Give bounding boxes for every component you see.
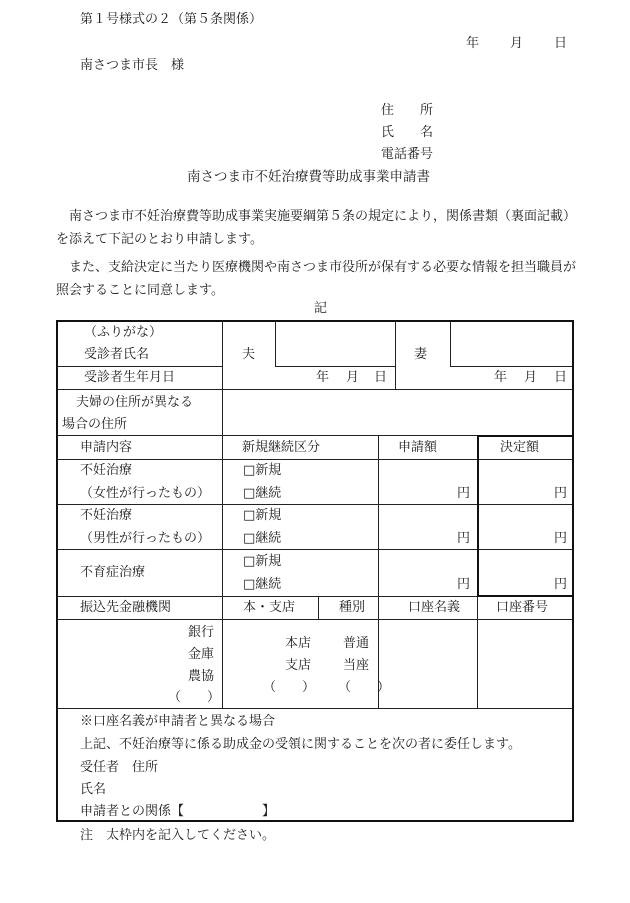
table-border-left	[56, 320, 58, 822]
bank-paren: （ ）	[168, 690, 221, 705]
document-title: 南さつま市不妊治療費等助成事業申請書	[187, 169, 430, 185]
treatment-1-continue-checkbox[interactable]: □継続	[243, 486, 282, 501]
treatment-3-requested-yen: 円	[457, 577, 471, 592]
rule	[58, 619, 572, 620]
type-savings: 普通	[343, 636, 370, 651]
col-content-header: 申請内容	[80, 440, 133, 455]
rule	[318, 596, 319, 619]
rule	[58, 389, 572, 390]
rule	[275, 366, 395, 367]
col-decided-header: 決定額	[500, 440, 540, 455]
rule	[58, 459, 478, 460]
rule	[395, 322, 396, 389]
table-border-right	[572, 320, 574, 822]
col-category-header: 新規継続区分	[242, 440, 321, 455]
rule	[58, 708, 572, 709]
intro-paragraph-1: 南さつま市不妊治療費等助成事業実施要綱第５条の規定により，関係書類（裏面記載）を添えて下記のとおり申請します。	[56, 209, 577, 247]
branch-header: 本・支店	[243, 600, 296, 615]
furigana-label: （ふりがな）	[84, 325, 163, 340]
branch-sub: 支店	[285, 658, 312, 673]
footer-note: 注 太枠内を記入してください。	[80, 828, 276, 843]
treatment-1-line1: 不妊治療	[80, 463, 133, 478]
treatment-3-decided-yen: 円	[554, 577, 568, 592]
delegate-relation-label: 申請者との関係【 】	[80, 804, 276, 819]
rule	[450, 366, 572, 367]
rule	[58, 549, 478, 550]
address-diff-label-line2: 場合の住所	[62, 417, 128, 432]
bank-type-bank: 銀行	[188, 625, 215, 640]
delegation-note-text: 上記、不妊治療等に係る助成金の受領に関することを次の者に委任します。	[80, 737, 521, 752]
treatment-2-line1: 不妊治療	[80, 508, 133, 523]
branch-paren: （ ）	[263, 680, 316, 695]
rule	[378, 435, 379, 708]
husband-birth-year: 年	[316, 370, 330, 385]
rule	[479, 504, 572, 505]
delegation-note-title: ※口座名義が申請者と異なる場合	[80, 714, 276, 729]
treatment-3-line1: 不育症治療	[80, 565, 146, 580]
rule	[479, 459, 572, 460]
treatment-1-line2: （女性が行ったもの）	[80, 486, 211, 501]
rule	[450, 322, 451, 367]
treatment-2-continue-checkbox[interactable]: □継続	[243, 531, 282, 546]
ki-label: 記	[314, 301, 328, 316]
treatment-1-new-checkbox[interactable]: □新規	[243, 463, 282, 478]
col-amount-header: 申請額	[398, 440, 438, 455]
husband-label: 夫	[242, 347, 256, 362]
date-month-label: 月	[510, 36, 524, 51]
treatment-2-requested-yen: 円	[457, 531, 471, 546]
delegate-address-label: 受任者 住所	[80, 760, 159, 775]
husband-birth-day: 日	[374, 370, 388, 385]
address-diff-label-line1: 夫婦の住所が異なる	[76, 395, 194, 410]
bank-header: 振込先金融機関	[80, 600, 172, 615]
treatment-1-requested-yen: 円	[457, 486, 471, 501]
type-paren: （ ）	[338, 680, 391, 695]
type-checking: 当座	[343, 658, 370, 673]
wife-label: 妻	[414, 347, 428, 362]
account-holder-header: 口座名義	[408, 600, 461, 615]
decided-box-bottom	[478, 595, 574, 597]
wife-birth-month: 月	[524, 370, 538, 385]
wife-birth-day: 日	[554, 370, 568, 385]
patient-name-label: 受診者氏名	[84, 347, 150, 362]
treatment-3-continue-checkbox[interactable]: □継続	[243, 577, 282, 592]
bank-type-shinkin: 金庫	[188, 647, 215, 662]
rule	[58, 366, 222, 367]
account-number-header: 口座番号	[496, 600, 549, 615]
rule	[222, 322, 223, 708]
treatment-2-line2: （男性が行ったもの）	[80, 531, 211, 546]
treatment-2-new-checkbox[interactable]: □新規	[243, 508, 282, 523]
decided-box-top	[478, 435, 574, 437]
treatment-3-new-checkbox[interactable]: □新規	[243, 554, 282, 569]
wife-birth-year: 年	[494, 370, 508, 385]
form-number: 第１号様式の２（第５条関係）	[80, 12, 263, 27]
applicant-address-label: 住 所	[381, 103, 434, 118]
rule	[275, 322, 276, 367]
applicant-phone-label: 電話番号	[381, 147, 434, 162]
treatment-1-decided-yen: 円	[554, 486, 568, 501]
delegate-name-label: 氏名	[80, 782, 107, 797]
intro-paragraph-2: また、支給決定に当たり医療機関や南さつま市役所が保有する必要な情報を担当職員が照会することに同意します。	[56, 260, 577, 298]
treatment-2-decided-yen: 円	[554, 531, 568, 546]
rule	[58, 504, 478, 505]
table-border-bottom	[56, 820, 574, 822]
table-border-top	[56, 320, 574, 322]
addressee: 南さつま市長 様	[80, 58, 185, 73]
husband-birth-month: 月	[346, 370, 360, 385]
date-day-label: 日	[554, 36, 568, 51]
rule	[477, 596, 478, 708]
date-year-label: 年	[466, 36, 480, 51]
account-type-header: 種別	[339, 600, 366, 615]
applicant-name-label: 氏 名	[381, 125, 434, 140]
birthdate-label: 受診者生年月日	[84, 370, 176, 385]
branch-main: 本店	[285, 636, 312, 651]
rule	[479, 549, 572, 550]
bank-type-ja: 農協	[188, 669, 215, 684]
